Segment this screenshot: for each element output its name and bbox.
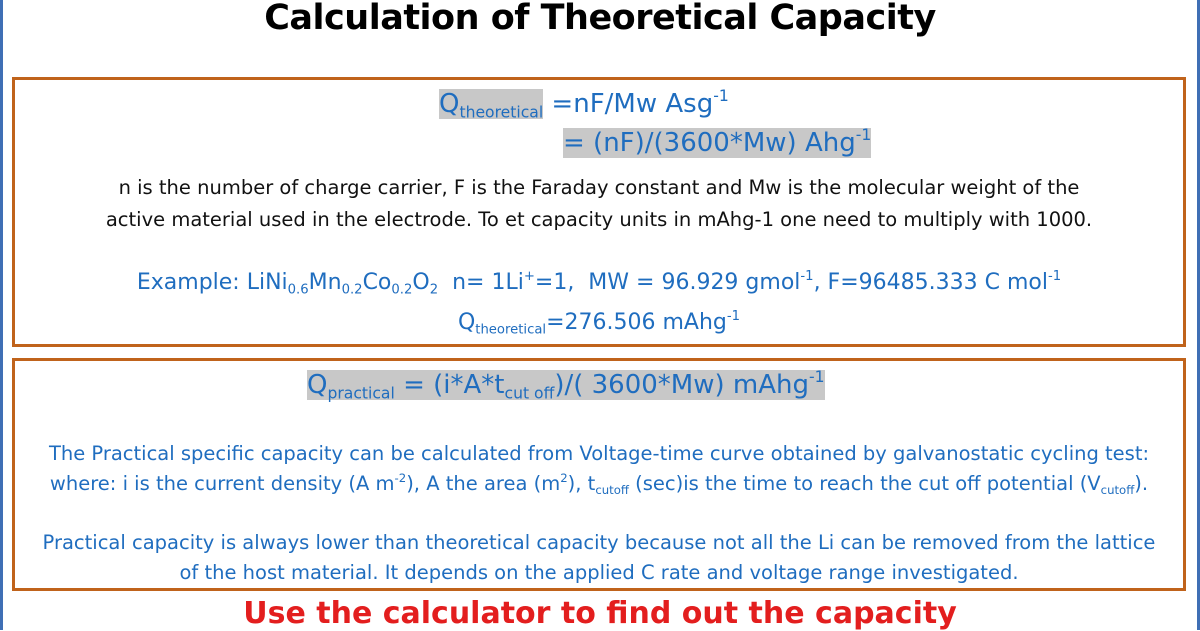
description-subscript: cutoff	[595, 483, 629, 498]
practical-capacity-box	[12, 358, 1186, 591]
theoretical-result	[15, 308, 1183, 338]
eq-subscript: practical	[327, 384, 395, 403]
result-superscript: -1	[726, 308, 741, 324]
description-subscript: cutoff	[1100, 483, 1135, 498]
theoretical-description	[15, 172, 1183, 236]
description-text: where: i is the current density (A m	[49, 472, 395, 495]
description-text: (sec)is the time to reach the cut off potential (V	[628, 472, 1101, 495]
description-superscript: -2	[394, 470, 407, 485]
practical-equation-highlight	[307, 368, 825, 403]
eq-symbol-q: Q	[439, 89, 460, 119]
description-text: ), A the area (m	[406, 472, 561, 495]
eq-subscript: theoretical	[459, 103, 544, 122]
eq-formula: =nF/Mw Asg	[543, 89, 714, 119]
example-text: =1, MW = 96.929 gmol	[534, 270, 801, 295]
result-value: =276.506 mAhg	[546, 310, 727, 335]
eq-formula: )/( 3600*Mw) mAhg	[554, 370, 809, 400]
example-text: , F=96485.333 C mol	[813, 270, 1048, 295]
practical-description	[15, 439, 1183, 499]
eq2-superscript: -1	[855, 126, 872, 145]
example-subscript: 2	[429, 282, 439, 298]
theoretical-equation-line2	[563, 128, 871, 158]
eq-superscript: -1	[713, 87, 729, 106]
slide-left-border	[0, 0, 3, 630]
practical-note	[15, 528, 1183, 588]
calculator-call-to-action: Use the calculator to find out the capacity	[243, 596, 957, 631]
description-line: active material used in the electrode. To et capacity units in mAhg-1 one need to multiply with 1000.	[105, 208, 1093, 231]
page-title: Calculation of Theoretical Capacity	[264, 0, 936, 38]
description-line	[15, 469, 1183, 499]
theoretical-equation2-highlight	[563, 128, 871, 158]
description-text: ), t	[567, 472, 596, 495]
example-subscript: 0.6	[287, 282, 309, 298]
example-superscript: +	[523, 268, 535, 284]
eq-superscript: -1	[809, 368, 825, 387]
practical-equation	[307, 368, 825, 403]
example-text: n= 1Li	[438, 270, 524, 295]
example-line	[15, 268, 1183, 298]
eq-subscript: cut off	[504, 384, 555, 403]
example-text: Example: LiNi	[136, 270, 288, 295]
theoretical-equation-line1	[439, 87, 729, 122]
result-symbol: Q	[457, 310, 476, 335]
eq2-formula: = (nF)/(3600*Mw) Ahg	[563, 128, 856, 158]
note-line: of the host material. It depends on the applied C rate and voltage range investigated.	[179, 561, 1019, 584]
result-subscript: theoretical	[475, 322, 547, 338]
example-text: O	[412, 270, 430, 295]
eq-symbol-q: Q	[307, 370, 328, 400]
description-line: n is the number of charge carrier, F is the Faraday constant and Mw is the molecular weight of the	[118, 176, 1080, 199]
example-superscript: -1	[800, 268, 814, 284]
example-text: Mn	[308, 270, 342, 295]
theoretical-equation-highlight	[439, 89, 544, 122]
description-line: The Practical specific capacity can be calculated from Voltage-time curve obtained by galvanostatic cycling test:	[48, 442, 1150, 465]
note-line: Practical capacity is always lower than theoretical capacity because not all the Li can be removed from the lattice	[42, 531, 1156, 554]
example-superscript: -1	[1047, 268, 1062, 284]
description-text: ).	[1134, 472, 1149, 495]
example-subscript: 0.2	[341, 282, 363, 298]
eq-formula: = (i*A*t	[394, 370, 505, 400]
example-subscript: 0.2	[391, 282, 413, 298]
description-superscript: 2	[560, 470, 568, 485]
example-text: Co	[362, 270, 392, 295]
theoretical-capacity-box	[12, 77, 1186, 347]
